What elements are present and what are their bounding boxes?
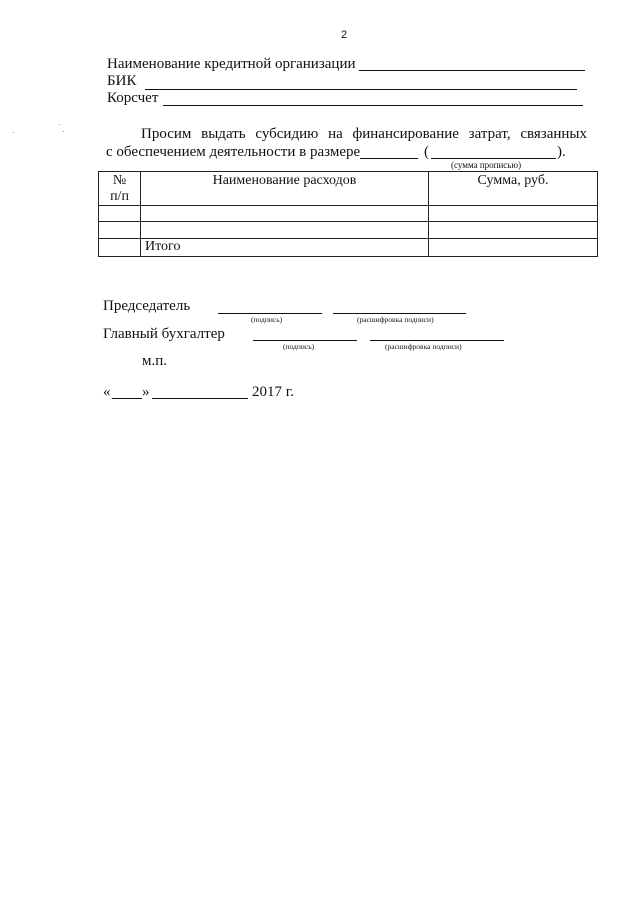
date-day-field[interactable]: [112, 398, 142, 399]
chairman-signature-field[interactable]: [218, 313, 322, 314]
scan-speck: [63, 131, 64, 132]
page-number: 2: [341, 29, 348, 41]
table-row: [99, 222, 598, 239]
corr-account-field[interactable]: [163, 105, 583, 106]
amount-field[interactable]: [360, 158, 418, 159]
accountant-signature-field[interactable]: [253, 340, 357, 341]
amount-words-field[interactable]: [431, 158, 556, 159]
chairman-signature-caption: (подпись): [251, 315, 283, 324]
bik-field[interactable]: [145, 89, 577, 90]
accountant-decoding-field[interactable]: [370, 340, 504, 341]
col-number-line1: №: [112, 173, 127, 188]
date-close-quote: »: [142, 384, 150, 400]
total-row: [99, 239, 598, 257]
open-paren: (: [424, 144, 429, 160]
request-line-1: Просим выдать субсидию на финансирование затрат, связанных: [141, 126, 587, 142]
row-number-cell[interactable]: [99, 222, 141, 239]
table-row: [99, 206, 598, 222]
corr-account-label: Корсчет: [107, 90, 159, 106]
total-sum-cell[interactable]: [429, 239, 598, 257]
row-sum-cell[interactable]: [429, 206, 598, 222]
table-header-row: [99, 172, 598, 206]
expenses-table: [98, 171, 598, 257]
request-line-2: с обеспечением деятельности в размере: [106, 144, 361, 160]
stamp-place: м.п.: [142, 353, 168, 369]
row-sum-cell[interactable]: [429, 222, 598, 239]
col-sum-header: Сумма, руб.: [429, 172, 598, 206]
bank-name-field[interactable]: [359, 70, 585, 71]
date-year: 2017 г.: [252, 384, 294, 400]
close-paren: ).: [557, 144, 566, 160]
col-number-header: [99, 172, 141, 206]
accountant-label: Главный бухгалтер: [103, 326, 225, 342]
bik-label: БИК: [107, 73, 137, 89]
total-label: Итого: [141, 239, 429, 257]
total-number-cell: [99, 239, 141, 257]
scan-speck: [13, 132, 14, 133]
row-name-cell[interactable]: [141, 206, 429, 222]
col-name-header: Наименование расходов: [141, 172, 429, 206]
date-open-quote: «: [103, 384, 111, 400]
scan-speck: [59, 124, 60, 125]
chairman-label: Председатель: [103, 298, 191, 314]
chairman-decoding-field[interactable]: [333, 313, 466, 314]
col-number-line2: п/п: [110, 189, 129, 204]
date-month-field[interactable]: [152, 398, 248, 399]
row-name-cell[interactable]: [141, 222, 429, 239]
accountant-decoding-caption: (расшифровка подписи): [385, 342, 462, 351]
row-number-cell[interactable]: [99, 206, 141, 222]
accountant-signature-caption: (подпись): [283, 342, 315, 351]
chairman-decoding-caption: (расшифровка подписи): [357, 315, 434, 324]
amount-words-caption: (сумма прописью): [451, 160, 522, 170]
bank-name-label: Наименование кредитной организации: [107, 56, 356, 72]
